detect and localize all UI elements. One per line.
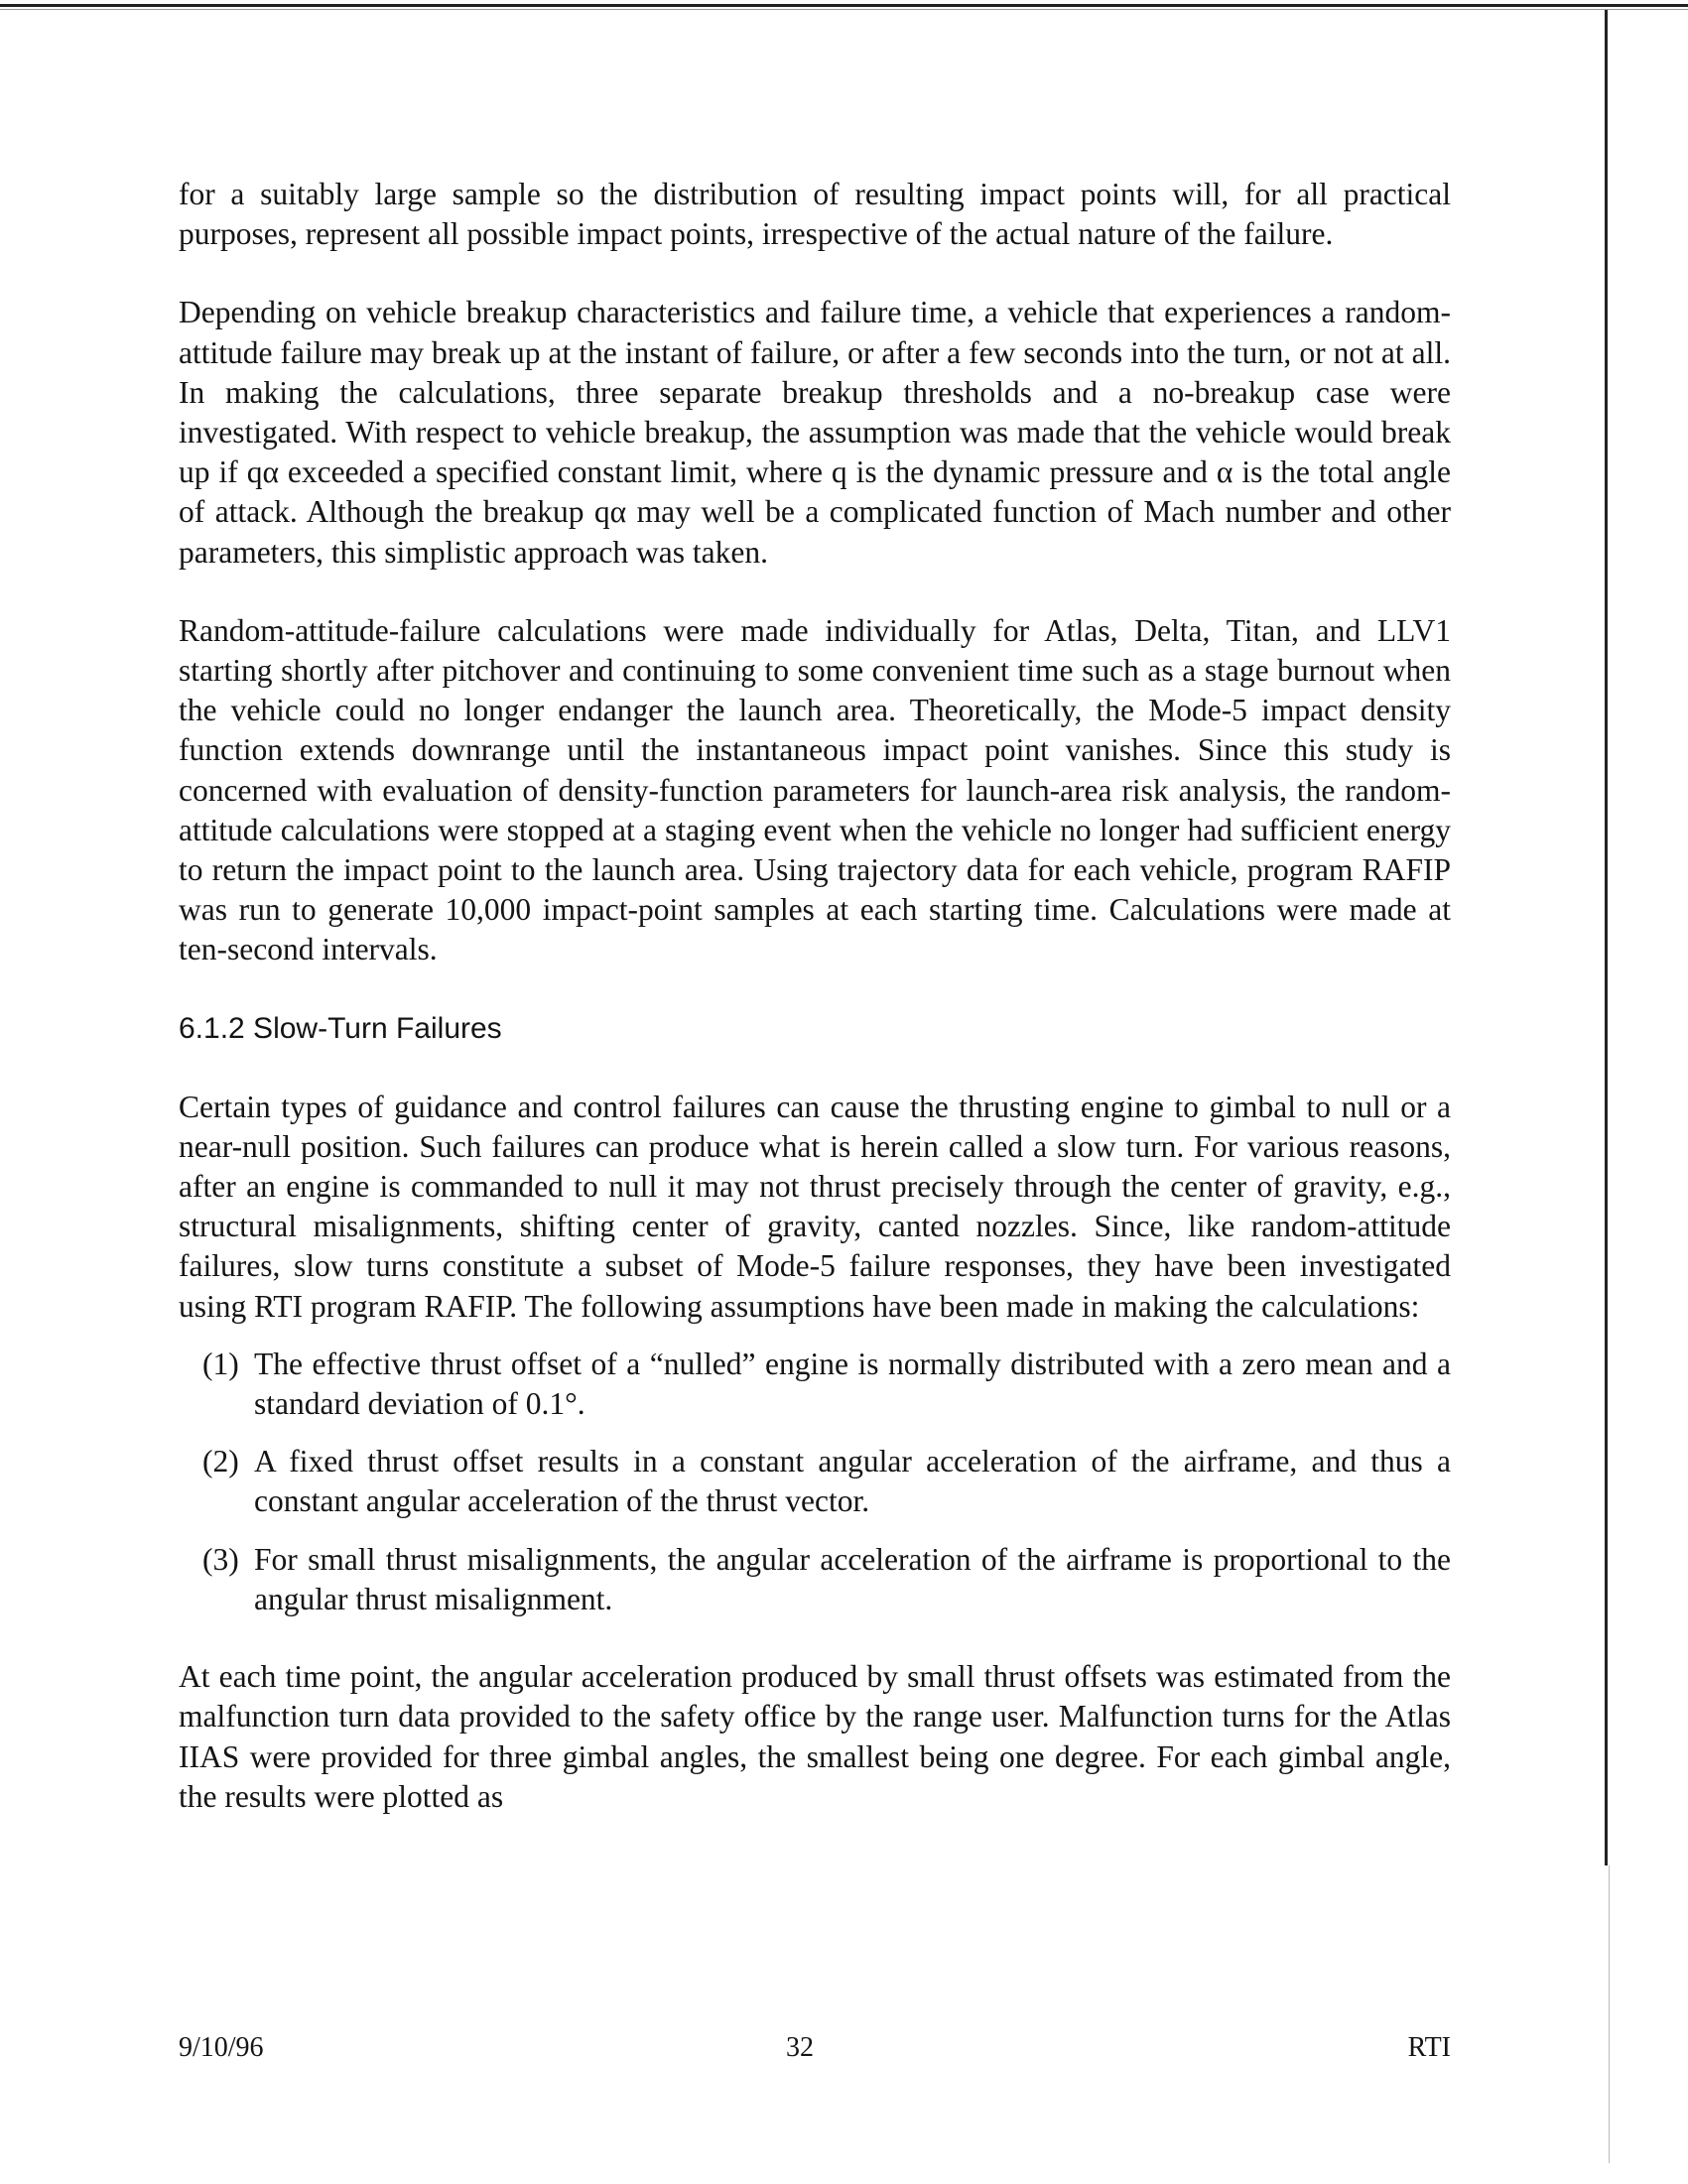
- assumption-text: The effective thrust offset of a “nulled” engine is normally distributed with a zero mean and a standard deviation of 0.1°.: [254, 1346, 1451, 1422]
- assumption-text: For small thrust misalignments, the angular acceleration of the airframe is proportional to the angular thrust misalignment.: [254, 1541, 1451, 1616]
- assumption-number: (2): [202, 1444, 239, 1479]
- paragraph-breakup-characteristics: Depending on vehicle breakup characteristics and failure time, a vehicle that experiences a random-attitude failure may break up at the instant of failure, or after a few seconds into the turn, or not at all. In making the calculations, three separate breakup thresholds and a no-breakup case were investigated. With respect to vehicle breakup, the assumption was made that the vehicle would break up if qα exceeded a specified constant limit, where q is the dynamic pressure and α is the total angle of attack. Although the breakup qα may well be a complicated function of Mach number and other parameters, this simplistic approach was taken.: [179, 295, 1451, 570]
- assumption-item: [179, 1540, 1451, 1619]
- assumption-item: [179, 1345, 1451, 1424]
- paragraph-angular-acceleration: At each time point, the angular acceleration produced by small thrust offsets was estimated from the malfunction turn data provided to the safety office by the range user. Malfunction turns for the Atlas IIAS were provided for three gimbal angles, the smallest being one degree. For each gimbal angle, the results were plotted as: [179, 1659, 1451, 1814]
- document-page-body: [179, 175, 1451, 1856]
- paragraph-sample-continuation: for a suitably large sample so the distribution of resulting impact points will, for all practical purposes, represent all possible impact points, irrespective of the actual nature of the failure.: [179, 177, 1451, 252]
- paragraph-slow-turn-intro: Certain types of guidance and control failures can cause the thrusting engine to gimbal to null or a near-null position. Such failures can produce what is herein called a slow turn. For various reasons, after an engine is commanded to null it may not thrust precisely through the center of gravity, e.g., structural misalignments, shifting center of gravity, canted nozzles. Since, like random-attitude failures, slow turns constitute a subset of Mode-5 failure responses, they have been investigated using RTI program RAFIP. The following assumptions have been made in making the calculations:: [179, 1089, 1451, 1324]
- right-margin-edge-faint: [1609, 1865, 1610, 2163]
- assumption-number: (3): [202, 1541, 239, 1577]
- top-border-rule: [0, 4, 1688, 7]
- assumption-text: A fixed thrust offset results in a constant angular acceleration of the airframe, and thus a constant angular acceleration of the thrust vector.: [254, 1444, 1451, 1519]
- assumption-item: [179, 1442, 1451, 1521]
- page-footer: [179, 2028, 1451, 2068]
- assumption-number: (1): [202, 1346, 239, 1381]
- footer-page-number: 32: [786, 2032, 814, 2063]
- paragraph-random-attitude-calculations: Random-attitude-failure calculations were made individually for Atlas, Delta, Titan, and LLV1 starting shortly after pitchover and continuing to some convenient time such as a stage burnout when the vehicle could no longer endanger the launch area. Theoretically, the Mode-5 impact density function extends downrange until the instantaneous impact point vanishes. Since this study is concerned with evaluation of density-function parameters for launch-area risk analysis, the random-attitude calculations were stopped at a staging event when the vehicle no longer had sufficient energy to return the impact point to the launch area. Using trajectory data for each vehicle, program RAFIP was run to generate 10,000 impact-point samples at each starting time. Calculations were made at ten-second intervals.: [179, 612, 1451, 967]
- right-margin-edge: [1605, 10, 1608, 1865]
- footer-organization: RTI: [1407, 2032, 1451, 2063]
- top-border-rule-thin: [0, 9, 1688, 10]
- section-heading-slow-turn-failures: 6.1.2 Slow-Turn Failures: [179, 1011, 502, 1045]
- footer-date: 9/10/96: [179, 2032, 264, 2063]
